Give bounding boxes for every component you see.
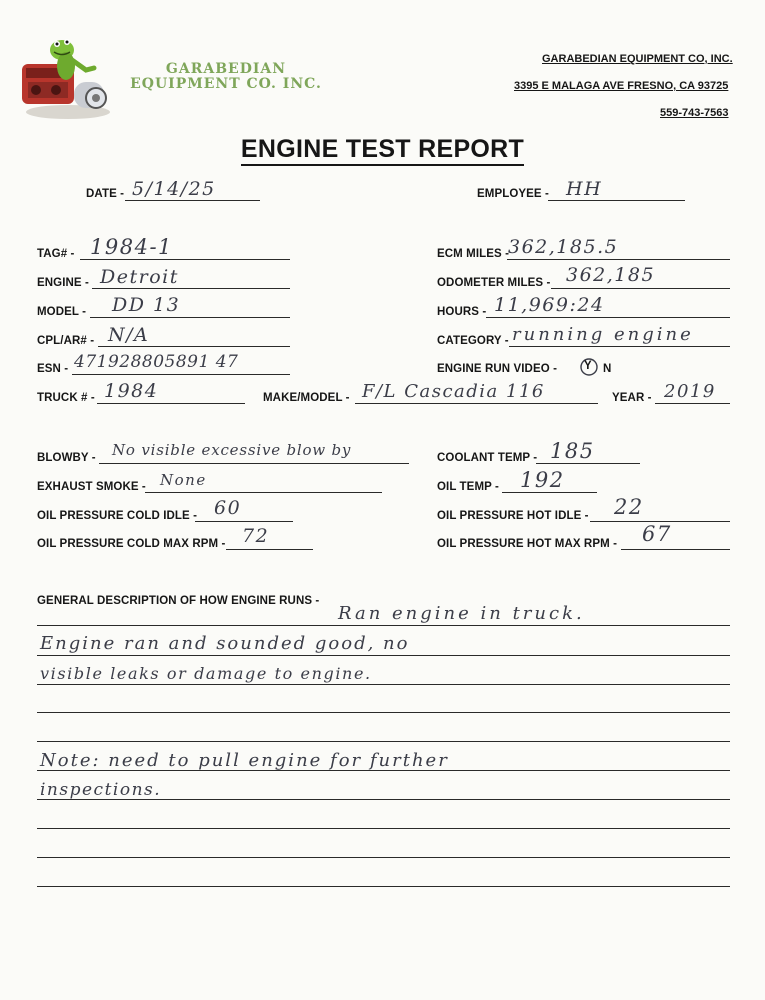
oil-pressure-cold-max-value: 72 bbox=[242, 525, 270, 547]
oil-pressure-hot-idle-label: OIL PRESSURE HOT IDLE - bbox=[437, 510, 589, 522]
esn-value: 471928805891 47 bbox=[74, 352, 239, 372]
tag-value: 1984-1 bbox=[90, 235, 173, 259]
oil-temp-label: OIL TEMP - bbox=[437, 481, 499, 493]
description-line-6: Note: need to pull engine for further bbox=[40, 750, 449, 771]
oil-pressure-cold-idle-label: OIL PRESSURE COLD IDLE - bbox=[37, 510, 198, 522]
employee-line bbox=[548, 200, 685, 201]
description-line-1: Ran engine in truck. bbox=[338, 603, 585, 624]
engine-value: Detroit bbox=[100, 266, 179, 288]
description-rule-2 bbox=[37, 655, 730, 656]
category-label: CATEGORY - bbox=[437, 335, 509, 347]
date-line bbox=[125, 200, 260, 201]
run-video-label: ENGINE RUN VIDEO - bbox=[437, 363, 558, 375]
run-video-yes-option[interactable] bbox=[579, 357, 599, 377]
hours-line bbox=[486, 317, 730, 318]
model-label: MODEL - bbox=[37, 306, 87, 318]
oil-pressure-hot-idle-value: 22 bbox=[614, 495, 644, 519]
employee-value: HH bbox=[566, 178, 603, 200]
date-value: 5/14/25 bbox=[132, 178, 216, 200]
company-name-line1: GARABEDIAN bbox=[165, 61, 287, 77]
description-label: GENERAL DESCRIPTION OF HOW ENGINE RUNS - bbox=[37, 595, 320, 607]
header-address: 3395 E MALAGA AVE FRESNO, CA 93725 bbox=[514, 80, 729, 92]
hours-label: HOURS - bbox=[437, 306, 487, 318]
cpl-value: N/A bbox=[108, 324, 150, 346]
truck-line bbox=[97, 403, 245, 404]
blowby-value: No visible excessive blow by bbox=[112, 441, 352, 459]
esn-label: ESN - bbox=[37, 363, 69, 375]
exhaust-value: None bbox=[160, 471, 207, 489]
coolant-temp-label: COOLANT TEMP - bbox=[437, 452, 538, 464]
make-model-line bbox=[355, 403, 598, 404]
page-title: ENGINE TEST REPORT bbox=[0, 135, 765, 164]
description-rule-3 bbox=[37, 684, 730, 685]
description-rule-7 bbox=[37, 799, 730, 800]
engine-line bbox=[92, 288, 290, 289]
cpl-label: CPL/AR# - bbox=[37, 335, 95, 347]
tag-label: TAG# - bbox=[37, 248, 75, 260]
tag-line bbox=[80, 259, 290, 260]
description-rule-8 bbox=[37, 828, 730, 829]
date-label: DATE - bbox=[86, 188, 125, 200]
coolant-temp-value: 185 bbox=[550, 439, 595, 463]
year-value: 2019 bbox=[664, 381, 716, 402]
make-model-value: F/L Cascadia 116 bbox=[362, 381, 545, 402]
hours-value: 11,969:24 bbox=[494, 294, 605, 316]
truck-label: TRUCK # - bbox=[37, 392, 95, 404]
oil-pressure-cold-max-line bbox=[226, 549, 313, 550]
exhaust-label: EXHAUST SMOKE - bbox=[37, 481, 146, 493]
odometer-label: ODOMETER MILES - bbox=[437, 277, 551, 289]
coolant-temp-line bbox=[536, 463, 640, 464]
oil-pressure-hot-max-label: OIL PRESSURE HOT MAX RPM - bbox=[437, 538, 618, 550]
description-line-3: visible leaks or damage to engine. bbox=[40, 664, 372, 683]
run-video-no-text: N bbox=[603, 363, 612, 375]
frog-engine-logo-icon bbox=[16, 30, 116, 122]
model-value: DD 13 bbox=[112, 294, 181, 316]
blowby-label: BLOWBY - bbox=[37, 452, 96, 464]
esn-line bbox=[72, 374, 290, 375]
make-model-label: MAKE/MODEL - bbox=[263, 392, 350, 404]
odometer-line bbox=[551, 288, 730, 289]
company-name-logo bbox=[128, 62, 324, 92]
employee-label: EMPLOYEE - bbox=[477, 188, 549, 200]
oil-pressure-cold-max-label: OIL PRESSURE COLD MAX RPM - bbox=[37, 538, 226, 550]
odometer-value: 362,185 bbox=[566, 264, 656, 286]
cpl-line bbox=[98, 346, 290, 347]
description-line-7: inspections. bbox=[40, 780, 162, 800]
truck-value: 1984 bbox=[104, 380, 159, 402]
engine-label: ENGINE - bbox=[37, 277, 89, 289]
description-rule-5 bbox=[37, 741, 730, 742]
oil-temp-line bbox=[502, 492, 597, 493]
description-line-2: Engine ran and sounded good, no bbox=[40, 633, 410, 654]
oil-pressure-hot-max-value: 67 bbox=[642, 522, 672, 546]
blowby-line bbox=[99, 463, 409, 464]
oil-pressure-hot-max-line bbox=[621, 549, 730, 550]
company-name-line2: EQUIPMENT CO. INC. bbox=[130, 76, 322, 92]
year-label: YEAR - bbox=[612, 392, 652, 404]
description-rule-4 bbox=[37, 712, 730, 713]
description-rule-10 bbox=[37, 886, 730, 887]
header-company-name: GARABEDIAN EQUIPMENT CO, INC. bbox=[542, 53, 733, 65]
exhaust-line bbox=[145, 492, 382, 493]
oil-temp-value: 192 bbox=[520, 468, 565, 492]
category-value: running engine bbox=[512, 324, 694, 345]
year-line bbox=[655, 403, 730, 404]
description-rule-6 bbox=[37, 770, 730, 771]
description-rule-9 bbox=[37, 857, 730, 858]
model-line bbox=[90, 317, 290, 318]
category-line bbox=[509, 346, 730, 347]
company-logo bbox=[16, 30, 116, 122]
oil-pressure-cold-idle-line bbox=[195, 521, 293, 522]
ecm-miles-label: ECM MILES - bbox=[437, 248, 510, 260]
description-rule-1 bbox=[37, 625, 730, 626]
run-video-yes-text: Y bbox=[584, 360, 592, 372]
oil-pressure-cold-idle-value: 60 bbox=[214, 497, 242, 519]
ecm-miles-value: 362,185.5 bbox=[508, 236, 619, 258]
header-phone: 559-743-7563 bbox=[660, 107, 729, 119]
ecm-miles-line bbox=[507, 259, 730, 260]
